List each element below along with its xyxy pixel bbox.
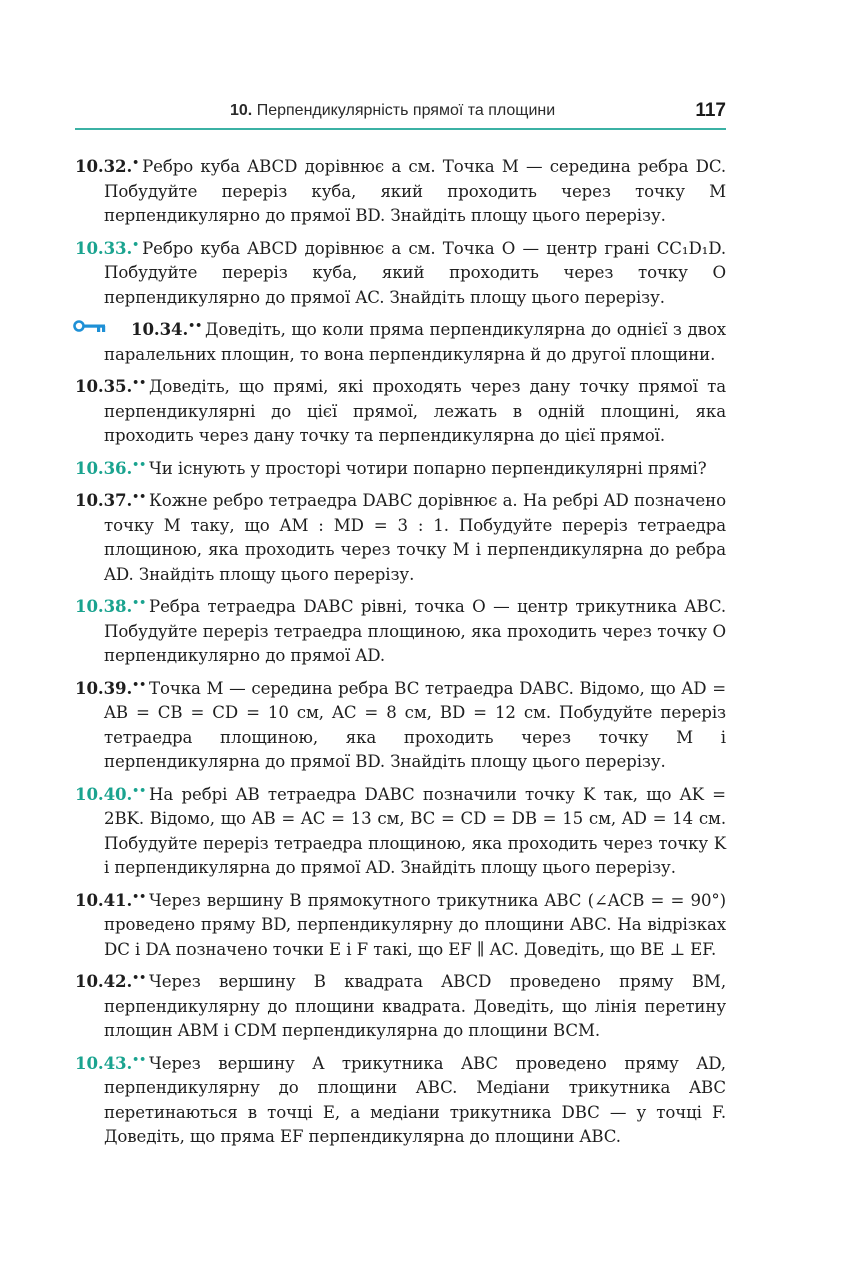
- difficulty-marker: •: [132, 156, 140, 169]
- chapter-number: 10.: [230, 102, 253, 119]
- problem-number-text: 10.35.: [75, 376, 133, 396]
- difficulty-marker: •: [132, 237, 140, 251]
- problem-number: [75, 458, 149, 478]
- problem-number: [75, 156, 142, 176]
- problem-text: Через вершину B квадрата ABCD проведено пряму BM, перпендикулярну до площини квадрата. Доведіть, що лінія перетину площин ABM і CDM перпендикулярна до площини BCM.: [104, 972, 726, 1040]
- problem-10-35: [75, 371, 726, 449]
- page-header: [75, 98, 726, 130]
- problem-text: Через вершину B прямокутного трикутника ABC (∠ACB = = 90°) проведено пряму BD, перпендикулярну до площини ABC. На відрізках DC і DA позначено точки E і F такі, що EF ∥ AC. Доведіть, що BE ⊥ EF.: [104, 890, 726, 959]
- chapter-title: Перпендикулярність прямої та площини: [256, 102, 556, 119]
- problem-number-text: 10.33.: [75, 237, 133, 258]
- problem-text: Чи існують у просторі чотири попарно перпендикулярні прямі?: [149, 458, 707, 478]
- difficulty-marker: ••: [132, 677, 147, 691]
- problem-10-42: [75, 966, 726, 1044]
- problem-10-38: [75, 591, 726, 669]
- running-head: [230, 102, 555, 120]
- problem-10-34: [75, 314, 726, 367]
- problem-list: [75, 151, 726, 1154]
- problem-number: [75, 678, 149, 698]
- problem-10-39: [75, 673, 726, 775]
- problem-text: На ребрі AB тетраедра DABC позначили точку K так, що AK = 2BK. Відомо, що AB = AC = 13 см, BC = CD = DB = 15 см, AD = 14 см. Побудуйте переріз тетраедра площиною, яка проходить через точку K і перпендикулярна до прямої AD. Знайдіть площу цього перерізу.: [104, 784, 726, 877]
- problem-number-text: 10.43.: [75, 1052, 133, 1073]
- problem-number: [131, 319, 205, 339]
- difficulty-marker: ••: [132, 596, 147, 609]
- problem-text: Кожне ребро тетраедра DABC дорівнює a. На ребрі AD позначено точку M таку, що AM : MD = 3 : 1. Побудуйте переріз тетраедра площиною, яка проходить через точку M і перпендикулярна до ребра AD. Знайдіть площу цього перерізу.: [104, 491, 726, 584]
- problem-text: Доведіть, що коли пряма перпендикулярна до однієї з двох паралельних площин, то вона перпендикулярна й до другої площини.: [104, 320, 726, 364]
- difficulty-marker: ••: [132, 889, 147, 903]
- problem-10-36: [75, 453, 726, 482]
- problem-number: [75, 784, 149, 804]
- problem-number-text: 10.39.: [75, 677, 133, 698]
- problem-number: [75, 490, 149, 510]
- problem-text: Через вершину A трикутника ABC проведено пряму AD, перпендикулярну до площини ABC. Медіани трикутника ABC перетинаються в точці E, а медіани трикутника DBC — у точці F. Доведіть, що пряма EF перпендикулярна до площини ABC.: [104, 1053, 726, 1146]
- problem-text: Ребро куба ABCD дорівнює a см. Точка O — центр грані CC₁D₁D. Побудуйте переріз куба, який проходить через точку O перпендикулярно до прямої AC. Знайдіть площу цього перерізу.: [104, 238, 726, 307]
- difficulty-marker: ••: [132, 1052, 147, 1066]
- problem-10-41: [75, 885, 726, 963]
- problem-10-40: [75, 779, 726, 881]
- problem-number: [75, 890, 149, 910]
- problem-number-text: 10.41.: [75, 889, 133, 910]
- key-icon: [73, 319, 107, 335]
- problem-10-33: [75, 233, 726, 311]
- problem-text: Точка M — середина ребра BC тетраедра DABC. Відомо, що AD = AB = CB = CD = 10 см, AC = 8 см, BD = 12 см. Побудуйте переріз тетраедра площиною, яка проходить через точку M і перпендикулярна до прямої BD. Знайдіть площу цього перерізу.: [104, 678, 726, 771]
- problem-number: [75, 1053, 149, 1073]
- problem-text: Доведіть, що прямі, які проходять через дану точку прямої та перпендикулярні до цієї прямої, лежать в одній площині, яка проходить через дану точку та перпендикулярна до цієї прямої.: [104, 377, 726, 445]
- difficulty-marker: ••: [132, 971, 147, 984]
- problem-10-37: [75, 485, 726, 587]
- problem-number-text: 10.32.: [75, 156, 133, 176]
- problem-number: [75, 971, 149, 991]
- difficulty-marker: ••: [188, 319, 203, 332]
- difficulty-marker: ••: [132, 783, 147, 797]
- difficulty-marker: ••: [132, 490, 147, 503]
- difficulty-marker: ••: [132, 376, 147, 389]
- problem-number-text: 10.38.: [75, 596, 133, 616]
- problem-text: Ребро куба ABCD дорівнює a см. Точка M — середина ребра DC. Побудуйте переріз куба, який проходить через точку M перпендикулярно до прямої BD. Знайдіть площу цього перерізу.: [104, 157, 726, 225]
- problem-number-text: 10.40.: [75, 783, 133, 804]
- page-number: 117: [695, 100, 726, 121]
- difficulty-marker: ••: [132, 457, 147, 471]
- problem-number-text: 10.34.: [131, 319, 189, 339]
- problem-number: [75, 596, 149, 616]
- problem-10-32: [75, 151, 726, 229]
- problem-number-text: 10.36.: [75, 457, 133, 478]
- problem-number-text: 10.37.: [75, 490, 133, 510]
- problem-number: [75, 238, 142, 258]
- problem-text: Ребра тетраедра DABC рівні, точка O — центр трикутника ABC. Побудуйте переріз тетраедра площиною, яка проходить через точку O перпендикулярно до прямої AD.: [104, 597, 726, 665]
- problem-10-43: [75, 1048, 726, 1150]
- problem-number-text: 10.42.: [75, 971, 133, 991]
- problem-number: [75, 376, 149, 396]
